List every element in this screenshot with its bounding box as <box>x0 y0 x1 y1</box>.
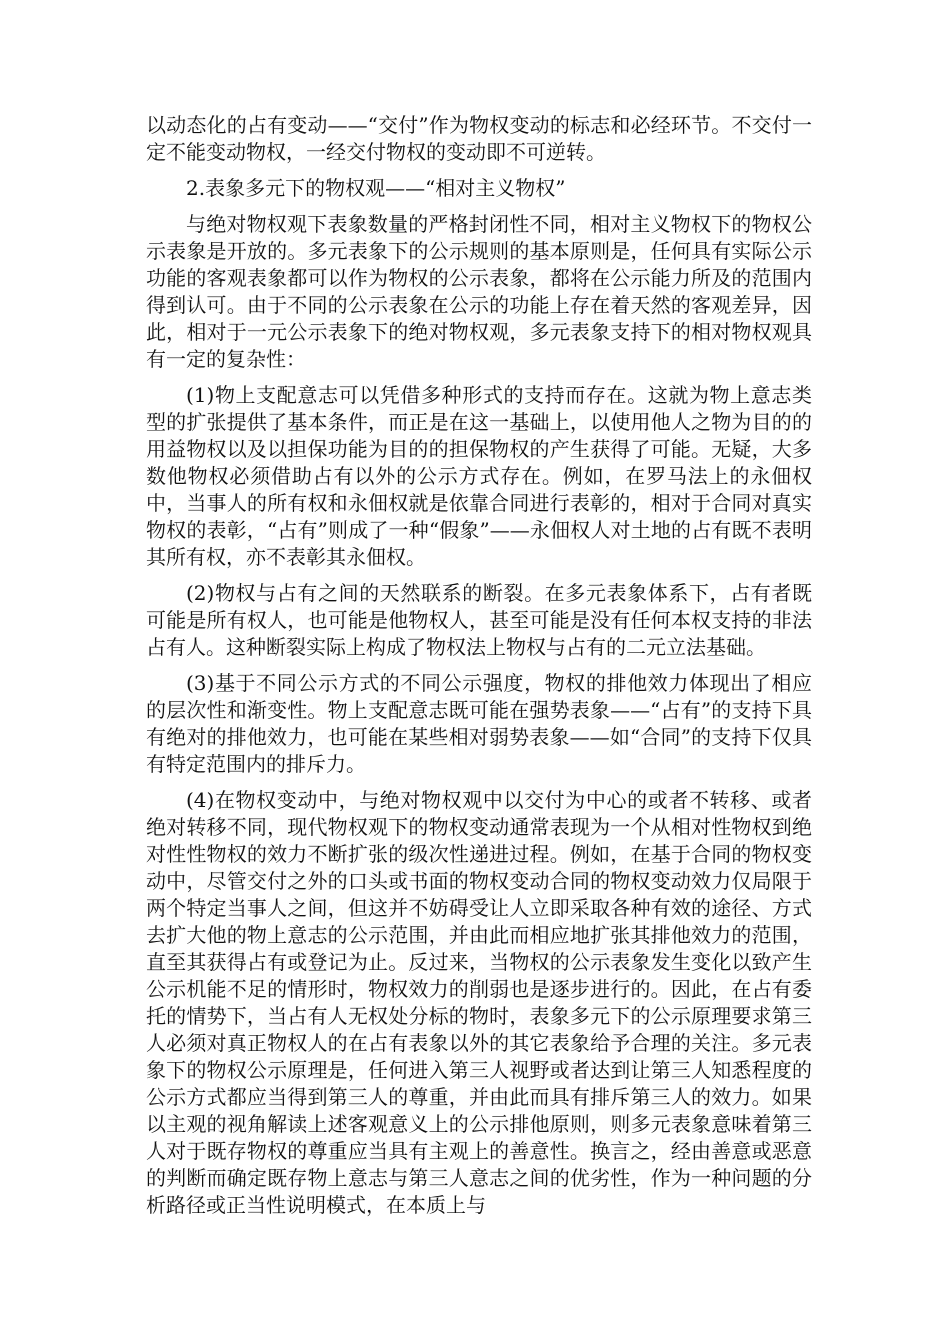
paragraph-continuation: 以动态化的占有变动——“交付”作为物权变动的标志和必经环节。不交付一定不能变动物权，一经交付物权的变动即不可逆转。 <box>146 113 812 164</box>
paragraph-point-2: (2)物权与占有之间的天然联系的断裂。在多元表象体系下，占有者既可能是所有权人，也可能是他物权人，甚至可能是没有任何本权支持的非法占有人。这种断裂实际上构成了物权法上物权与占有的二元立法基础。 <box>146 581 812 659</box>
paragraph-point-1: (1)物上支配意志可以凭借多种形式的支持而存在。这就为物上意志类型的扩张提供了基本条件，而正是在这一基础上，以使用他人之物为目的的用益物权以及以担保功能为目的的担保物权的产生获得了可能。无疑，大多数他物权必须借助占有以外的公示方式存在。例如，在罗马法上的永佃权中，当事人的所有权和永佃权就是依靠合同进行表彰的，相对于合同对真实物权的表彰，“占有”则成了一种“假象”——永佃权人对土地的占有既不表明其所有权，亦不表彰其永佃权。 <box>146 383 812 569</box>
paragraph-point-3: (3)基于不同公示方式的不同公示强度，物权的排他效力体现出了相应的层次性和渐变性。物上支配意志既可能在强势表象——“占有”的支持下具有绝对的排他效力，也可能在某些相对弱势表象——如“合同”的支持下仅具有特定范围内的排斥力。 <box>146 671 812 776</box>
section-heading: 2.表象多元下的物权观——“相对主义物权” <box>186 176 566 200</box>
paragraph-point-4: (4)在物权变动中，与绝对物权观中以交付为中心的或者不转移、或者绝对转移不同，现代物权观下的物权变动通常表现为一个从相对性物权到绝对性性物权的效力不断扩张的级次性递进过程。例如，在基于合同的物权变动中，尽管交付之外的口头或书面的物权变动合同的物权变动效力仅局限于两个特定当事人之间，但这并不妨碍受让人立即采取各种有效的途径、方式去扩大他的物上意志的公示范围，并由此而相应地扩张其排他效力的范围，直至其获得占有或登记为止。反过来，当物权的公示表象发生变化以致产生公示机能不足的情形时，物权效力的削弱也是逐步进行的。因此，在占有委托的情势下，当占有人无权处分标的物时，表象多元下的公示原理要求第三人必须对真正物权人的在占有表象以外的其它表象给予合理的关注。多元表象下的物权公示原理是，任何进入第三人视野或者达到让第三人知悉程度的公示方式都应当得到第三人的尊重，并由此而具有排斥第三人的效力。如果以主观的视角解读上述客观意义上的公示排他原则，则多元表象意味着第三人对于既存物权的尊重应当具有主观上的善意性。换言之，经由善意或恶意的判断而确定既存物上意志与第三人意志之间的优劣性，作为一种问题的分析路径或正当性说明模式，在本质上与 <box>146 788 812 1217</box>
paragraph-intro: 与绝对物权观下表象数量的严格封闭性不同，相对主义物权下的物权公示表象是开放的。多元表象下的公示规则的基本原则是，任何具有实际公示功能的客观表象都可以作为物权的公示表象，都将在公示能力所及的范围内得到认可。由于不同的公示表象在公示的功能上存在着天然的客观差异，因此，相对于一元公示表象下的绝对物权观，多元表象支持下的相对物权观具有一定的复杂性： <box>146 212 812 371</box>
document-page <box>146 112 812 1228</box>
